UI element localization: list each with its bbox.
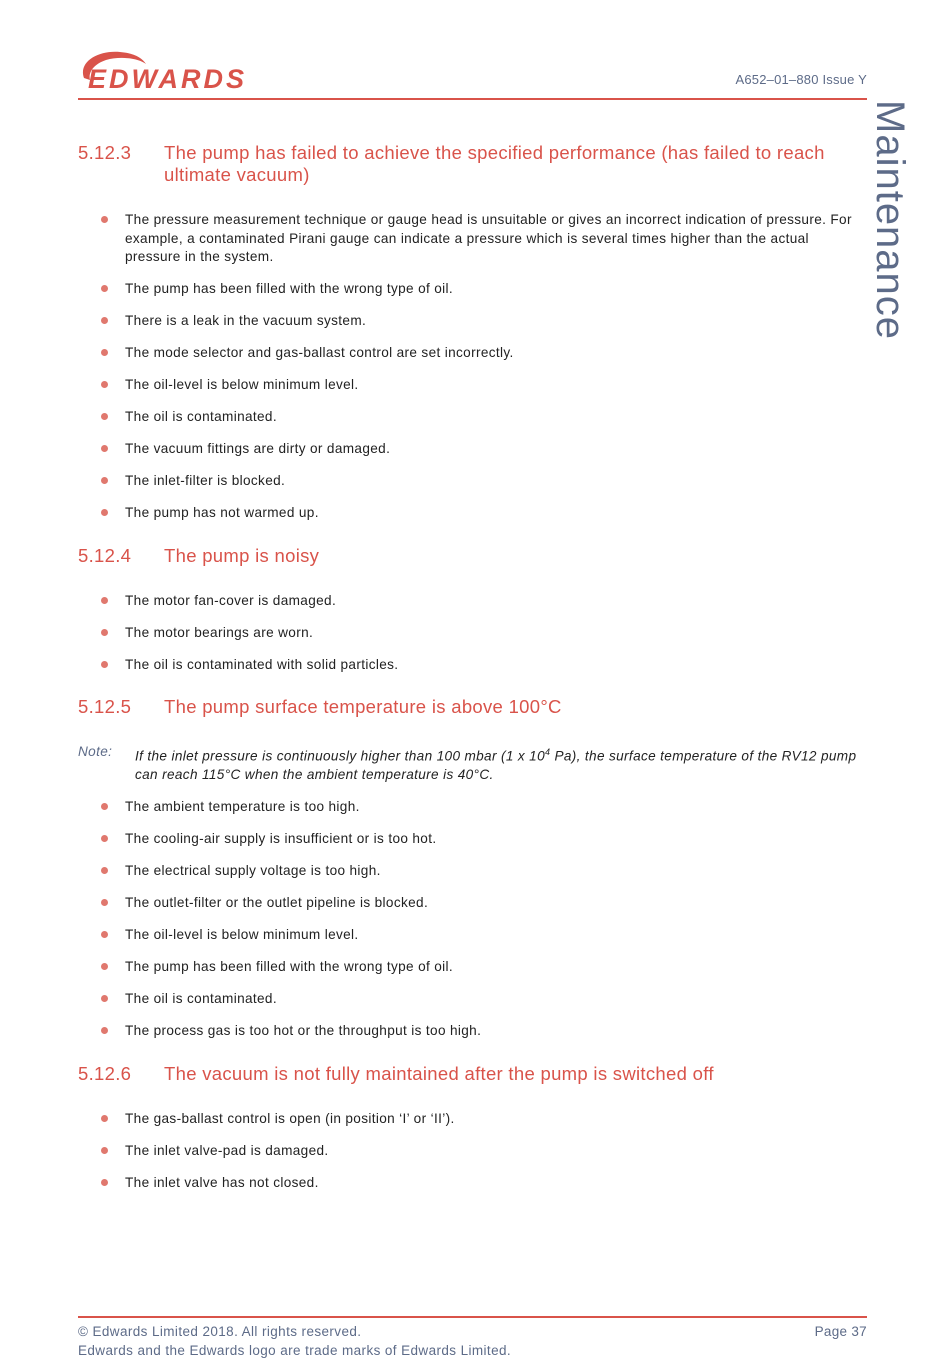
list-item: The inlet-filter is blocked. [78, 472, 868, 491]
list-item: The oil-level is below minimum level. [78, 926, 868, 945]
list-item: The oil is contaminated. [78, 408, 868, 427]
bullet-icon [101, 661, 108, 668]
list-item: The electrical supply voltage is too high. [78, 862, 868, 881]
list-item: The cooling-air supply is insufficient or is too hot. [78, 830, 868, 849]
bullet-icon [101, 349, 108, 356]
bullet-icon [101, 899, 108, 906]
list-item: The inlet valve has not closed. [78, 1174, 868, 1193]
header-divider [78, 98, 867, 100]
section-number: 5.12.6 [78, 1062, 132, 1084]
section-heading-5-12-3 [78, 142, 868, 186]
bullet-icon [101, 963, 108, 970]
edwards-logo [76, 48, 300, 94]
section-number: 5.12.5 [78, 696, 132, 717]
bullet-icon [101, 803, 108, 810]
section-heading-5-12-5 [78, 696, 868, 718]
list-item: The oil-level is below minimum level. [78, 376, 868, 395]
list-item: The oil is contaminated. [78, 990, 868, 1009]
section-title: The pump has failed to achieve the specified performance (has failed to reach ultimate vacuum) [164, 142, 825, 185]
bullet-list-5-12-5 [78, 798, 868, 1041]
list-item: The pump has been filled with the wrong type of oil. [78, 958, 868, 977]
page-number: Page 37 [814, 1324, 867, 1339]
section-number: 5.12.4 [78, 544, 132, 566]
section-title: The vacuum is not fully maintained after the pump is switched off [164, 1062, 714, 1084]
bullet-icon [101, 931, 108, 938]
bullet-icon [101, 1115, 108, 1122]
page-content [78, 140, 868, 1192]
footer-divider [78, 1316, 867, 1318]
bullet-icon [101, 597, 108, 604]
list-item: The process gas is too hot or the throughput is too high. [78, 1022, 868, 1041]
logo-wordmark: EDWARDS [88, 64, 248, 94]
bullet-icon [101, 995, 108, 1002]
list-item: The oil is contaminated with solid particles. [78, 656, 868, 675]
bullet-icon [101, 477, 108, 484]
list-item: The gas-ballast control is open (in position ‘I’ or ‘II’). [78, 1110, 868, 1129]
list-item: There is a leak in the vacuum system. [78, 312, 868, 331]
bullet-icon [101, 445, 108, 452]
trademark-text: Edwards and the Edwards logo are trade marks of Edwards Limited. [78, 1343, 512, 1358]
list-item: The motor bearings are worn. [78, 624, 868, 643]
list-item: The pressure measurement technique or gauge head is unsuitable or gives an incorrect indication of pressure. For example, a contaminated Pirani gauge can indicate a pressure which is several times higher than the actual pressure in the system. [78, 211, 868, 267]
bullet-list-5-12-3 [78, 211, 868, 523]
document-reference: A652–01–880 Issue Y [735, 72, 867, 87]
bullet-icon [101, 509, 108, 516]
list-item: The pump has not warmed up. [78, 504, 868, 523]
list-item: The pump has been filled with the wrong type of oil. [78, 280, 868, 299]
note-block [78, 743, 868, 785]
bullet-list-5-12-4 [78, 592, 868, 675]
list-item: The motor fan-cover is damaged. [78, 592, 868, 611]
bullet-icon [101, 413, 108, 420]
note-label: Note: [78, 744, 113, 759]
bullet-icon [101, 835, 108, 842]
list-item: The vacuum fittings are dirty or damaged. [78, 440, 868, 459]
section-tab-label: Maintenance [868, 100, 912, 341]
copyright-text: © Edwards Limited 2018. All rights reserved. [78, 1324, 362, 1339]
footer-legal [78, 1322, 511, 1360]
bullet-icon [101, 317, 108, 324]
bullet-icon [101, 629, 108, 636]
list-item: The mode selector and gas-ballast control are set incorrectly. [78, 344, 868, 363]
bullet-icon [101, 216, 108, 223]
section-heading-5-12-6 [78, 1063, 868, 1085]
bullet-icon [101, 867, 108, 874]
bullet-icon [101, 1147, 108, 1154]
section-title: The pump surface temperature is above 100°C [164, 696, 562, 717]
bullet-list-5-12-6 [78, 1110, 868, 1193]
bullet-icon [101, 1027, 108, 1034]
list-item: The outlet-filter or the outlet pipeline is blocked. [78, 894, 868, 913]
bullet-icon [101, 1179, 108, 1186]
bullet-icon [101, 285, 108, 292]
note-text: If the inlet pressure is continuously higher than 100 mbar (1 x $10^4$ Pa), the surface temperature of the RV12 pump can reach 115°C when the ambient temperature is 40°C. [135, 747, 857, 783]
list-item: The inlet valve-pad is damaged. [78, 1142, 868, 1161]
bullet-icon [101, 381, 108, 388]
list-item: The ambient temperature is too high. [78, 798, 868, 817]
section-title: The pump is noisy [164, 544, 320, 566]
section-heading-5-12-4 [78, 545, 868, 567]
section-number: 5.12.3 [78, 142, 132, 163]
